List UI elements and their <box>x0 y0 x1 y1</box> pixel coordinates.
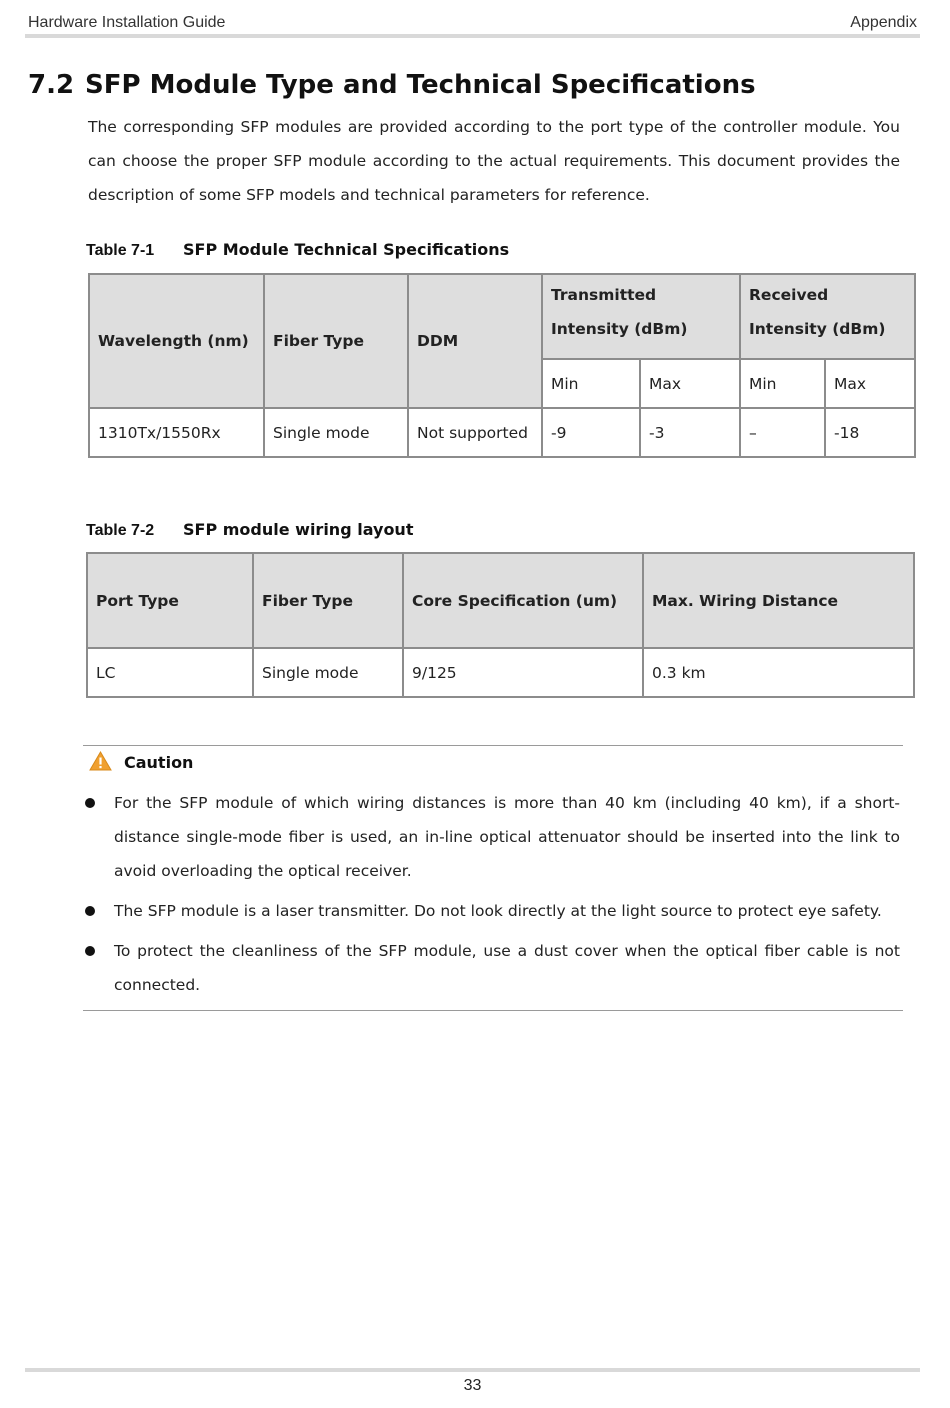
cell-wavelength: 1310Tx/1550Rx <box>89 408 264 457</box>
table1-caption-number: Table 7-1 <box>86 242 155 259</box>
header-transmitted-intensity: Transmitted Intensity (dBm) <box>542 274 740 359</box>
section-title: SFP Module Type and Technical Specifications <box>85 70 756 100</box>
header-wavelength: Wavelength (nm) <box>89 274 264 408</box>
cell-tx-max: -3 <box>640 408 740 457</box>
caution-bottom-divider <box>83 1010 903 1011</box>
cell-fiber-type: Single mode <box>264 408 408 457</box>
cell-core-specification: 9/125 <box>403 648 643 697</box>
caution-heading <box>89 751 193 772</box>
list-item <box>85 894 900 928</box>
page-number: 33 <box>463 1377 482 1394</box>
caution-title: Caution <box>124 753 194 772</box>
running-header-chapter: Appendix <box>850 14 917 31</box>
warning-triangle-icon <box>89 751 112 771</box>
header-port-type: Port Type <box>87 553 253 648</box>
header-max-wiring-distance: Max. Wiring Distance <box>643 553 914 648</box>
cell-rx-max: -18 <box>825 408 915 457</box>
section-heading <box>28 70 756 100</box>
cell-fiber-type: Single mode <box>253 648 403 697</box>
caution-top-divider <box>83 745 903 746</box>
cell-rx-min: – <box>740 408 825 457</box>
list-item <box>85 786 900 888</box>
caution-item-text: For the SFP module of which wiring distances is more than 40 km (including 40 km), if a short-distance single-mode fiber is used, an in-line optical attenuator should be inserted into the link to avoid overloading the optical receiver. <box>114 794 900 880</box>
header-fiber-type: Fiber Type <box>264 274 408 408</box>
header-received-intensity: Received Intensity (dBm) <box>740 274 915 359</box>
bullet-icon <box>85 798 95 808</box>
table-row <box>87 648 914 697</box>
table1-caption-title: SFP Module Technical Specifications <box>183 240 510 259</box>
table-row <box>89 408 915 457</box>
header-core-specification: Core Specification (um) <box>403 553 643 648</box>
cell-tx-min: -9 <box>542 408 640 457</box>
header-rx-max: Max <box>825 359 915 408</box>
table2-caption-title: SFP module wiring layout <box>183 520 414 539</box>
table1-caption <box>86 240 509 260</box>
sfp-wiring-table <box>86 552 915 698</box>
list-item <box>85 934 900 1002</box>
header-rx-min: Min <box>740 359 825 408</box>
caution-list <box>85 786 900 1008</box>
header-fiber-type: Fiber Type <box>253 553 403 648</box>
header-divider <box>25 34 920 38</box>
header-tx-min: Min <box>542 359 640 408</box>
intro-paragraph: The corresponding SFP modules are provided according to the port type of the controller module. You can choose the proper SFP module according to the actual requirements. This document provides the description of some SFP models and technical parameters for reference. <box>88 118 900 204</box>
sfp-spec-table <box>88 273 916 458</box>
caution-item-text: The SFP module is a laser transmitter. Do not look directly at the light source to protect eye safety. <box>114 902 882 920</box>
cell-port-type: LC <box>87 648 253 697</box>
footer-divider <box>25 1368 920 1372</box>
caution-item-text: To protect the cleanliness of the SFP module, use a dust cover when the optical fiber cable is not connected. <box>114 942 900 994</box>
table2-caption <box>86 520 413 540</box>
section-number: 7.2 <box>28 70 75 100</box>
table2-caption-number: Table 7-2 <box>86 522 155 539</box>
header-tx-max: Max <box>640 359 740 408</box>
header-ddm: DDM <box>408 274 542 408</box>
running-header-title: Hardware Installation Guide <box>28 14 226 31</box>
bullet-icon <box>85 946 95 956</box>
cell-ddm: Not supported <box>408 408 542 457</box>
cell-max-wiring-distance: 0.3 km <box>643 648 914 697</box>
bullet-icon <box>85 906 95 916</box>
